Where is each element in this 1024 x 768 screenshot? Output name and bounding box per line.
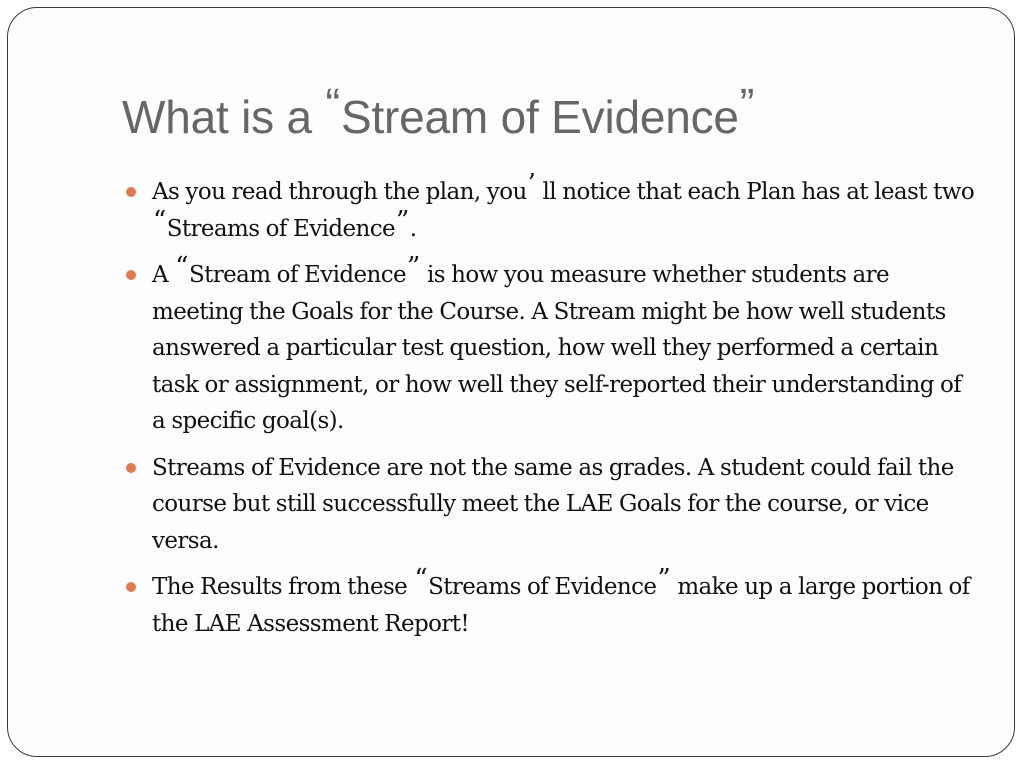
bullet-2-text-c: is how you measure whether students are meeting the Goals for the Course. A Stream might be how well students answered a particular test question, how well they performed a certain task or assignment, or how well they self-reported their understanding of a specific goal(s). bbox=[152, 262, 962, 434]
bullet-item-3 bbox=[126, 450, 976, 560]
bullet-item-1: As you read through the plan, you’ ll notice that each Plan has at least two “Streams of Evidence”. bbox=[126, 174, 976, 247]
bullet-4-text-a: The Results from these bbox=[152, 574, 414, 600]
slide-title: What is a “Stream of Evidence” bbox=[122, 80, 755, 143]
slide-frame bbox=[7, 7, 1015, 757]
bullet-dot-icon bbox=[126, 187, 136, 197]
bullet-item-4: The Results from these “Streams of Evidence” make up a large portion of the LAE Assessment Report! bbox=[126, 569, 976, 642]
bullet-dot-icon bbox=[126, 463, 136, 473]
bullet-1-text-c: Streams of Evidence bbox=[166, 215, 395, 242]
bullet-1-text-b: ll notice that each Plan has at least two bbox=[536, 179, 975, 205]
bullet-2-text-b: Stream of Evidence bbox=[188, 262, 407, 288]
bullet-list bbox=[126, 169, 976, 652]
bullet-2-text-a: A bbox=[152, 262, 175, 288]
bullet-4-text-c: make up a large portion of the LAE Assessment Report! bbox=[152, 574, 970, 637]
bullet-dot-icon bbox=[126, 270, 136, 280]
bullet-dot-icon bbox=[126, 582, 136, 592]
title-text-main: Stream of Evidence bbox=[340, 91, 739, 143]
title-text-lead: What is a bbox=[122, 91, 325, 143]
bullet-1-text-d: . bbox=[409, 215, 417, 242]
bullet-4-text-b: Streams of Evidence bbox=[428, 574, 657, 600]
bullet-item-2: A “Stream of Evidence” is how you measure whether students are meeting the Goals for the Course. A Stream might be how well students answered a particular test question, how well they performed a certain task or assignment, or how well they self-reported their understanding of a specific goal(s). bbox=[126, 257, 976, 440]
bullet-1-text-a: As you read through the plan, you bbox=[152, 179, 527, 205]
bullet-3-text: Streams of Evidence are not the same as grades. A student could fail the course but still successfully meet the LAE Goals for the course, or vice versa. bbox=[152, 454, 954, 554]
